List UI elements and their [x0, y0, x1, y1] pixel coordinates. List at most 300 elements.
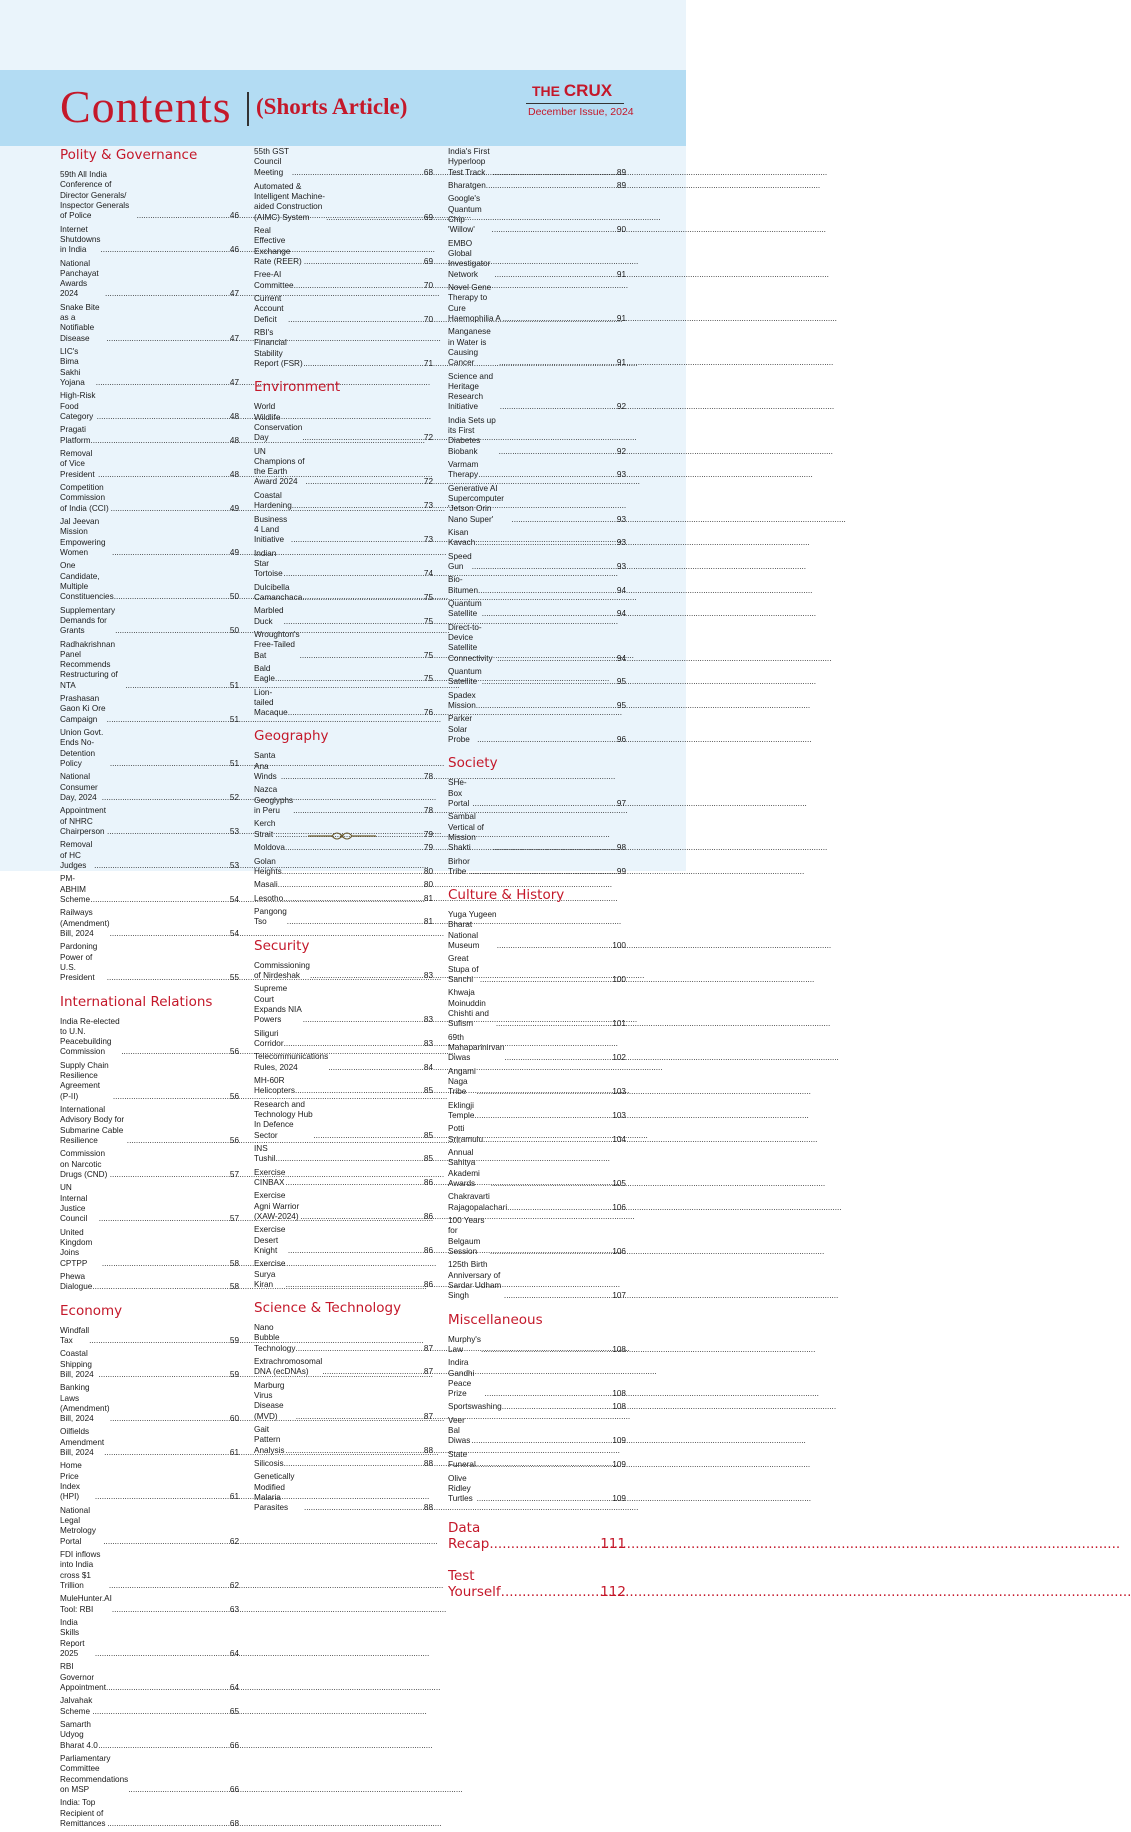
- entry-title: Santa Ana Winds: [254, 751, 277, 782]
- page-number: 109: [612, 1436, 626, 1446]
- page-number: 56: [229, 1136, 239, 1145]
- page-number: 86: [423, 1177, 433, 1187]
- entry-title: Silicosis: [254, 1459, 284, 1469]
- dot-leader: [112, 548, 230, 558]
- entry-title: India Skills Report 2025: [60, 1618, 85, 1658]
- toc-entry[interactable]: [448, 667, 626, 688]
- toc-entry[interactable]: [448, 1358, 626, 1399]
- toc-entry[interactable]: [448, 1067, 626, 1098]
- dot-leader: [284, 569, 424, 579]
- toc-entry[interactable]: [60, 259, 239, 300]
- toc-entry[interactable]: [60, 1461, 239, 1502]
- toc-entry[interactable]: [448, 599, 626, 620]
- toc-entry[interactable]: [448, 988, 626, 1029]
- page-number: 64: [229, 1648, 239, 1658]
- toc-entry[interactable]: [254, 630, 433, 661]
- toc-entry[interactable]: [448, 416, 626, 457]
- page-number: 105: [612, 1178, 626, 1188]
- entry-title: Lion-tailed Macaque: [254, 687, 288, 718]
- entry-title: Great Stupa of Sanchi: [448, 954, 479, 985]
- toc-entry[interactable]: [448, 484, 626, 525]
- entry-title: Competition Commission of India (CCI): [60, 483, 109, 513]
- toc-entry[interactable]: [254, 147, 433, 178]
- toc-entry[interactable]: [448, 778, 626, 809]
- toc-entry[interactable]: [448, 1148, 626, 1189]
- toc-entry[interactable]: [254, 606, 433, 627]
- toc-entry[interactable]: [448, 552, 626, 573]
- dot-leader: [292, 168, 424, 178]
- toc-entry[interactable]: [60, 1720, 239, 1751]
- dot-leader: [292, 501, 424, 511]
- page-number: 109: [612, 1460, 626, 1470]
- dot-leader: [302, 433, 424, 443]
- toc-entry[interactable]: [60, 1696, 239, 1717]
- entry-title: Removal of Vice President: [60, 449, 95, 479]
- toc-entry[interactable]: [60, 1272, 239, 1293]
- entry-title: Wroughton's Free-Tailed Bat: [254, 629, 300, 660]
- entry-title: National Legal Metrology Portal: [60, 1505, 96, 1546]
- toc-entry[interactable]: [60, 1754, 239, 1795]
- toc-entry[interactable]: [60, 1506, 239, 1547]
- dot-leader: [110, 759, 230, 769]
- page-number: 53: [229, 827, 239, 837]
- toc-entry[interactable]: [448, 812, 626, 853]
- toc-entry[interactable]: [448, 1450, 626, 1471]
- entry-title: Marbled Duck: [254, 606, 284, 626]
- toc-entry[interactable]: [60, 391, 239, 422]
- entry-title: Coastal Shipping Bill, 2024: [60, 1349, 94, 1379]
- toc-entry[interactable]: [254, 1259, 433, 1290]
- page-number: 86: [423, 1279, 433, 1289]
- entry-title: Murphy's Law: [448, 1334, 481, 1354]
- toc-entry[interactable]: [254, 1425, 433, 1456]
- toc-entry[interactable]: [60, 840, 239, 871]
- toc-entry[interactable]: [254, 1472, 433, 1513]
- entry-title: International Advisory Body for Submarine Cable Resilience: [60, 1105, 125, 1145]
- page-number: 64: [229, 1682, 239, 1692]
- page-number: 66: [229, 1784, 239, 1794]
- toc-entry[interactable]: [254, 857, 433, 878]
- toc-entry[interactable]: [448, 147, 626, 178]
- dot-leader: [474, 1111, 612, 1121]
- dot-leader: [322, 1367, 424, 1377]
- toc-entry[interactable]: [254, 843, 433, 853]
- entry-title: India's First Hyperloop Test Track: [448, 147, 490, 177]
- toc-entry[interactable]: [60, 942, 239, 983]
- entry-title: Business 4 Land Initiative: [254, 514, 288, 545]
- dot-leader: [127, 1136, 230, 1146]
- toc-entry[interactable]: [448, 575, 626, 596]
- toc-entry[interactable]: [60, 1149, 239, 1180]
- section-heading-international-relations: International Relations: [60, 993, 213, 1010]
- page-number: 98: [616, 843, 626, 853]
- toc-entry[interactable]: [60, 225, 239, 256]
- dot-leader: [326, 213, 424, 223]
- toc-entry[interactable]: [254, 664, 433, 685]
- entry-title: Appointment of NHRC Chairperson: [60, 806, 106, 837]
- dot-leader: [96, 378, 230, 388]
- entry-title: Snake Bite as a Notifiable Disease: [60, 302, 100, 343]
- entry-title: Phewa Dialogue: [60, 1271, 93, 1292]
- toc-entry[interactable]: [60, 1427, 239, 1458]
- page-number: 50: [229, 626, 239, 636]
- brand-divider: [526, 103, 624, 104]
- toc-entry[interactable]: [448, 194, 626, 235]
- toc-entry[interactable]: [448, 181, 626, 191]
- dot-leader: [494, 270, 616, 280]
- entry-title: Chakravarti Rajagopalachari: [448, 1192, 508, 1212]
- entry-title: Free-AI Committee: [254, 270, 294, 290]
- page-number: 62: [229, 1580, 239, 1590]
- toc-entry[interactable]: [448, 1101, 626, 1122]
- dot-leader: [90, 436, 229, 446]
- page-number: 87: [423, 1367, 433, 1377]
- toc-entry[interactable]: [448, 1033, 626, 1064]
- toc-entry[interactable]: [60, 517, 239, 558]
- page-number: 57: [229, 1214, 239, 1224]
- ornament-divider-icon: [306, 829, 378, 843]
- entry-title: Novel Gene Therapy to Cure Haemophilia A: [448, 282, 501, 323]
- toc-entry[interactable]: [448, 1402, 626, 1412]
- toc-entry[interactable]: [254, 549, 433, 580]
- page-number: 61: [229, 1448, 239, 1458]
- toc-entry[interactable]: [254, 226, 433, 267]
- toc-entry[interactable]: [448, 1416, 626, 1447]
- section-heading-culture-history: Culture & History: [448, 887, 565, 904]
- section-heading-miscellaneous: Miscellaneous: [448, 1311, 543, 1328]
- toc-entry[interactable]: [254, 491, 433, 512]
- page-number: 96: [616, 735, 626, 745]
- entry-title: Jal Jeevan Mission Empowering Women: [60, 517, 106, 557]
- toc-entry[interactable]: [254, 1381, 433, 1422]
- toc-entry[interactable]: [254, 894, 433, 904]
- entry-title: Test Yourself: [448, 1568, 501, 1601]
- toc-entry[interactable]: [60, 1228, 239, 1269]
- dot-leader: [310, 971, 424, 981]
- dot-leader: [107, 973, 230, 983]
- toc-entry[interactable]: [448, 1124, 626, 1145]
- dot-leader: [489, 1536, 600, 1552]
- entry-title: Direct-to-Device Satellite Connectivity: [448, 622, 493, 663]
- toc-entry[interactable]: [254, 182, 433, 223]
- toc-entry[interactable]: [60, 908, 239, 939]
- toc-entry[interactable]: [254, 402, 433, 443]
- entry-title: Quantum Satellite: [448, 599, 482, 619]
- page-number: 79: [423, 843, 433, 853]
- section-heading-science-technology: Science & Technology: [254, 1300, 402, 1317]
- toc-entry[interactable]: [60, 1017, 239, 1058]
- page-subtitle: (Shorts Article): [256, 94, 408, 119]
- entry-title: Data Recap: [448, 1520, 490, 1553]
- page-number: 76: [423, 708, 433, 718]
- dot-leader: [285, 1178, 423, 1188]
- page-number: 92: [616, 402, 626, 412]
- dot-leader: [98, 470, 230, 480]
- toc-entry[interactable]: [60, 483, 239, 514]
- toc-entry[interactable]: [60, 606, 239, 637]
- page-number: 47: [229, 333, 239, 343]
- toc-entry[interactable]: [448, 954, 626, 985]
- toc-entry[interactable]: [448, 1216, 626, 1257]
- dot-leader: [291, 535, 424, 545]
- toc-entry[interactable]: [60, 170, 239, 221]
- entry-title: LIC's Bima Sakhi Yojana: [60, 347, 85, 388]
- toc-entry[interactable]: [254, 1144, 433, 1165]
- toc-entry[interactable]: [60, 728, 239, 769]
- page-number: 93: [616, 538, 626, 548]
- toc-entry[interactable]: [448, 460, 626, 481]
- page-number: 73: [423, 501, 433, 511]
- page-number: 108: [612, 1402, 626, 1412]
- toc-entry[interactable]: [448, 857, 626, 878]
- entry-title: Masali: [254, 880, 278, 890]
- toc-entry[interactable]: [254, 447, 433, 488]
- entry-title: Spadex Mission: [448, 690, 476, 711]
- page-number: 85: [423, 1130, 433, 1140]
- toc-entry[interactable]: [448, 910, 626, 951]
- toc-entry[interactable]: [448, 623, 626, 664]
- toc-entry[interactable]: [254, 1168, 433, 1189]
- toc-entry[interactable]: [60, 694, 239, 725]
- page-number: 74: [423, 569, 433, 579]
- toc-entry[interactable]: [60, 1105, 239, 1146]
- toc-entry[interactable]: [60, 1383, 239, 1424]
- entry-title: PM-ABHIM Scheme: [60, 874, 91, 904]
- page-number: 107: [612, 1291, 626, 1301]
- dot-leader: [103, 1537, 230, 1547]
- toc-entry[interactable]: [448, 1474, 626, 1505]
- toc-entry-test-yourself[interactable]: [448, 1568, 626, 1600]
- page-number: 66: [229, 1740, 239, 1750]
- page-number: 88: [423, 1503, 433, 1513]
- dot-leader: [95, 1649, 230, 1659]
- dot-leader: [106, 1683, 230, 1693]
- toc-entry[interactable]: [254, 328, 433, 369]
- entry-title: Sportswashing: [448, 1402, 502, 1412]
- entry-title: Generative AI Supercomputer 'Jetson Orin Nano Super': [448, 483, 504, 524]
- toc-entry[interactable]: [60, 1662, 239, 1693]
- entry-title: Science and Heritage Research Initiative: [448, 371, 494, 412]
- entry-title: Exercise Surya Kiran: [254, 1259, 286, 1289]
- dot-leader: [104, 1448, 230, 1458]
- toc-entry[interactable]: [254, 688, 433, 719]
- dot-leader: [110, 929, 230, 939]
- dot-leader: [302, 593, 424, 603]
- toc-entry[interactable]: [60, 1183, 239, 1224]
- toc-entry[interactable]: [60, 1349, 239, 1380]
- entry-title: Jalvahak Scheme: [60, 1696, 93, 1716]
- entry-title: Manganese in Water is Causing Cancer: [448, 327, 491, 368]
- entry-title: Eklingji Temple: [448, 1100, 475, 1120]
- entry-title: Union Govt. Ends No-Detention Policy: [60, 728, 104, 769]
- entry-title: Olive Ridley Turtles: [448, 1473, 473, 1504]
- toc-entry[interactable]: [254, 880, 433, 890]
- toc-entry[interactable]: [60, 1798, 239, 1829]
- toc-entry[interactable]: [60, 1061, 239, 1102]
- entry-title: Windfall Tax: [60, 1325, 90, 1345]
- entry-title: Marburg Virus Disease (MVD): [254, 1380, 285, 1421]
- dot-leader: [125, 681, 230, 691]
- entry-title: Indian Star Tortoise: [254, 548, 283, 579]
- toc-entry[interactable]: [60, 1618, 239, 1659]
- dot-leader: [106, 334, 230, 344]
- dot-leader: [482, 609, 617, 619]
- toc-entry[interactable]: [254, 583, 433, 604]
- dot-leader: [493, 843, 617, 853]
- entry-title: Exercise CINBAX: [254, 1167, 286, 1187]
- toc-entry[interactable]: [448, 1260, 626, 1301]
- toc-entry[interactable]: [60, 640, 239, 691]
- page-number: 88: [423, 1459, 433, 1469]
- page-number: 103: [612, 1087, 626, 1097]
- entry-title: Banking Laws (Amendment) Bill, 2024: [60, 1383, 110, 1424]
- toc-entry[interactable]: [60, 347, 239, 388]
- entry-title: Veer Bal Diwas: [448, 1415, 471, 1446]
- page-number: 92: [616, 446, 626, 456]
- entry-title: Coastal Hardening: [254, 490, 292, 511]
- toc-entry[interactable]: [254, 907, 433, 928]
- toc-entry[interactable]: [254, 515, 433, 546]
- toc-entry[interactable]: [254, 1100, 433, 1141]
- toc-entry[interactable]: [448, 691, 626, 712]
- page-number: 81: [423, 917, 433, 927]
- entry-title: Commission on Narcotic Drugs (CND): [60, 1149, 108, 1179]
- toc-entry[interactable]: [254, 270, 433, 291]
- dot-leader: [111, 504, 230, 514]
- entry-title: Parliamentary Committee Recommendations on MSP: [60, 1753, 129, 1794]
- toc-entry[interactable]: [254, 1076, 433, 1097]
- toc-entry[interactable]: [448, 714, 626, 745]
- toc-entry[interactable]: [448, 372, 626, 413]
- toc-entry[interactable]: [254, 1052, 433, 1073]
- dot-leader: [496, 1019, 612, 1029]
- entry-title: 100 Years for Belgaum Session: [448, 1216, 485, 1256]
- toc-entry[interactable]: [254, 785, 433, 816]
- toc-entry[interactable]: [448, 528, 626, 549]
- dot-leader: [137, 211, 230, 221]
- dot-leader: [110, 1170, 230, 1180]
- toc-entry[interactable]: [448, 1192, 626, 1213]
- column-1: [60, 147, 239, 1832]
- page-number: 78: [423, 806, 433, 816]
- dot-leader: [285, 1446, 423, 1456]
- toc-entry[interactable]: [254, 294, 433, 325]
- entry-title: Potti Sriramulu: [448, 1124, 484, 1144]
- page-number: 91: [616, 269, 626, 279]
- dot-leader: [102, 793, 230, 803]
- toc-entry[interactable]: [448, 283, 626, 324]
- page-number: 106: [612, 1246, 626, 1256]
- toc-entry[interactable]: [448, 327, 626, 368]
- toc-entry[interactable]: [254, 1225, 433, 1256]
- toc-entry[interactable]: [254, 1459, 433, 1469]
- toc-entry[interactable]: [448, 1335, 626, 1356]
- section-heading-geography: Geography: [254, 728, 329, 745]
- entry-title: Parker Solar Probe: [448, 714, 473, 745]
- toc-entry[interactable]: [448, 239, 626, 280]
- dot-leader: [486, 181, 617, 191]
- dot-leader: [501, 1584, 601, 1600]
- page-number: 100: [612, 941, 626, 951]
- dot-leader: [499, 358, 617, 368]
- dot-leader: [293, 806, 424, 816]
- page-number: 58: [229, 1258, 239, 1268]
- toc-entry[interactable]: [60, 1550, 239, 1591]
- toc-entry[interactable]: [254, 1323, 433, 1354]
- page-number: 95: [616, 701, 626, 711]
- dot-leader: [300, 1212, 424, 1222]
- entry-title: Samarth Udyog Bharat 4.0: [60, 1719, 98, 1750]
- toc-entry[interactable]: [60, 1326, 239, 1347]
- entry-title: United Kingdom Joins CPTPP: [60, 1227, 93, 1268]
- toc-entry[interactable]: [60, 1594, 239, 1615]
- entry-title: Pragati Platform: [60, 425, 91, 445]
- dot-leader: [283, 894, 424, 904]
- page-number: 103: [612, 1111, 626, 1120]
- toc-entry[interactable]: [60, 874, 239, 905]
- page-number: 85: [423, 1154, 433, 1164]
- page-number: 56: [229, 1047, 239, 1057]
- dot-leader: [105, 289, 230, 299]
- toc-entry[interactable]: [254, 1357, 433, 1378]
- toc-entry[interactable]: [60, 806, 239, 837]
- page-number: 47: [229, 289, 239, 299]
- toc-entry[interactable]: [60, 303, 239, 344]
- page-number: 86: [423, 1211, 433, 1221]
- entry-title: Current Account Deficit: [254, 294, 284, 324]
- dot-leader: [95, 1492, 230, 1502]
- dot-leader: [472, 562, 617, 572]
- page-number: 78: [423, 772, 433, 782]
- page-number: 84: [423, 1062, 433, 1072]
- entry-title: 69th Mahaparinirvan Diwas: [448, 1032, 505, 1063]
- toc-entry[interactable]: [60, 561, 239, 602]
- page-number: 111: [600, 1536, 626, 1553]
- toc-entry[interactable]: [254, 961, 433, 982]
- entry-title: Khwaja Moinuddin Chishti and Sufism: [448, 988, 489, 1029]
- entry-title: State Funeral: [448, 1449, 476, 1470]
- dot-leader: [477, 735, 617, 745]
- toc-entry[interactable]: [60, 425, 239, 446]
- issue-label: December Issue, 2024: [528, 106, 634, 118]
- dot-leader: [91, 895, 230, 905]
- toc-entry[interactable]: [254, 751, 433, 782]
- entry-title: One Candidate, Multiple Constituencies: [60, 561, 114, 602]
- toc-entry[interactable]: [60, 449, 239, 480]
- dot-leader: [303, 359, 424, 369]
- page-number: 75: [423, 616, 433, 626]
- toc-entry[interactable]: [60, 772, 239, 803]
- page-number: 46: [229, 245, 239, 255]
- toc-entry[interactable]: [254, 1029, 433, 1050]
- page-number: 53: [229, 861, 239, 870]
- toc-entry[interactable]: [254, 984, 433, 1025]
- entry-title: Extrachromosomal DNA (ecDNAs): [254, 1357, 323, 1377]
- dot-leader: [499, 447, 617, 457]
- page-number: 83: [423, 1015, 433, 1025]
- dot-leader: [92, 1282, 230, 1292]
- toc-entry-data-recap[interactable]: [448, 1520, 626, 1552]
- page-number: 61: [229, 1492, 239, 1502]
- dot-leader: [504, 1291, 612, 1301]
- dot-leader: [481, 1345, 612, 1355]
- dot-leader: [115, 626, 230, 636]
- page-number: 104: [612, 1134, 626, 1144]
- toc-entry[interactable]: [254, 1191, 433, 1222]
- entry-title: Research and Technology Hub In Defence Sector: [254, 1099, 313, 1140]
- page-number: 83: [423, 1038, 433, 1048]
- dot-leader: [476, 1460, 613, 1470]
